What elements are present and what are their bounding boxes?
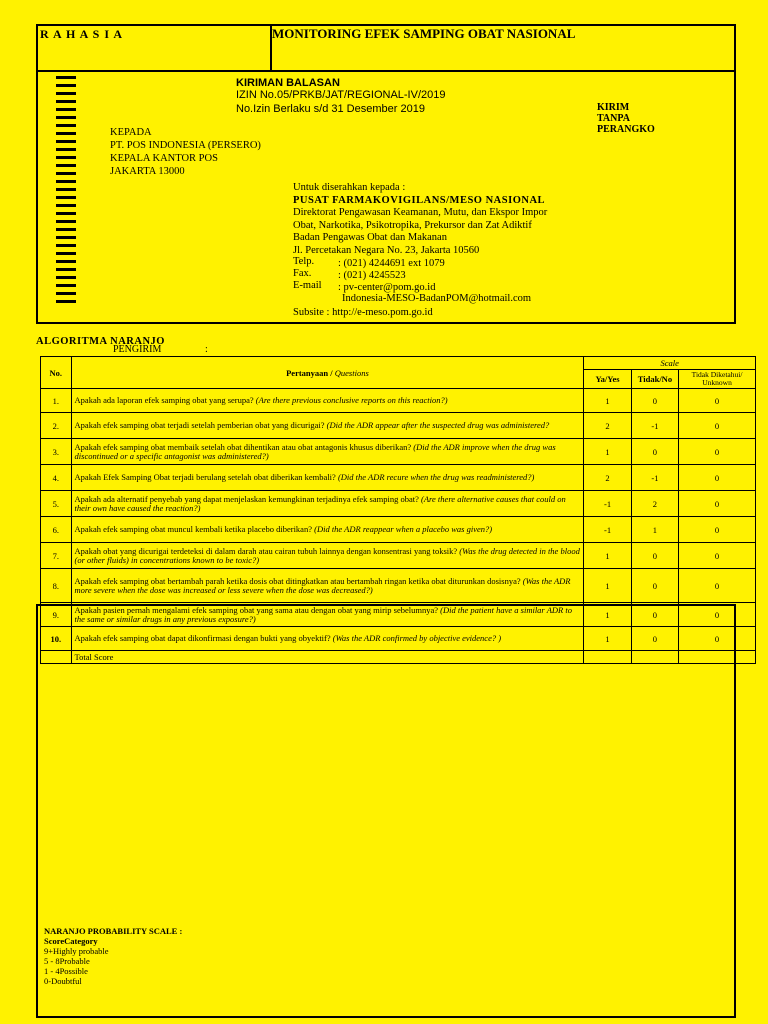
scale-header: ScoreCategory xyxy=(44,936,98,946)
scale-item: 5 - 8Probable xyxy=(44,956,90,966)
col-scale: Scale xyxy=(584,357,756,370)
recipient-block: Untuk diserahkan kepada : PUSAT FARMAKOVIGILANS/MESO NASIONAL Direktorat Pengawasan Keamanan, Mutu, dan Ekspor Impor Obat, Narkotika, Psikotropika, Prekursor dan Zat Adiktif Badan Pengawas Obat dan Makanan Jl. Percetakan Negara No. 23, Jakarta 10560 xyxy=(293,182,548,256)
telp-label: Telp. xyxy=(293,256,315,267)
subsite-link[interactable]: Subsite : http://e-meso.pom.go.id xyxy=(293,307,433,318)
form-title: MONITORING EFEK SAMPING OBAT NASIONAL xyxy=(272,26,576,41)
confidential-label: R A H A S I A xyxy=(40,27,124,41)
col-unknown: Tidak Diketahui/ Unknown xyxy=(679,370,756,389)
scale-item: 1 - 4Possible xyxy=(44,966,88,976)
col-question: Pertanyaan / Questions xyxy=(71,357,584,389)
table-row: 2. Apakah efek samping obat terjadi setelah pemberian obat yang dicurigai? (Did the ADR appear after the suspected drug was administered? 2 -1 0 xyxy=(41,413,756,439)
table-row: 1. Apakah ada laporan efek samping obat yang serupa? (Are there previous conclusive reports on this reaction?) 1 0 0 xyxy=(41,389,756,413)
algo-title: ALGORITMA NARANJO xyxy=(36,336,165,347)
table-row: 9. Apakah pasien pernah mengalami efek samping obat yang sama atau dengan obat yang mirip sebelumnya? (Did the patient have a similar ADR to the same or similar drugs in any previous exposure?) 1 0 0 xyxy=(41,603,756,627)
fax-label: Fax. xyxy=(293,268,312,279)
table-row: 4. Apakah Efek Samping Obat terjadi berulang setelah obat diberikan kembali? (Did the ADR recure when the drug was readministered?) 2 -1 0 xyxy=(41,465,756,491)
scale-item: 0-Doubtful xyxy=(44,976,82,986)
naranjo-table xyxy=(40,356,756,664)
table-row: 3. Apakah efek samping obat membaik setelah obat dihentikan atau obat antagonis khusus diberikan? (Did the ADR improve when the drug was discontinued or a specific antagonist was administered?) 1 0 0 xyxy=(41,439,756,465)
col-no-answer: Tidak/No xyxy=(631,370,678,389)
total-row xyxy=(41,651,756,664)
postal-address: KEPADA PT. POS INDONESIA (PERSERO) KEPALA KANTOR POS JAKARTA 13000 xyxy=(110,127,261,177)
probability-scale xyxy=(44,926,182,986)
scale-title: NARANJO PROBABILITY SCALE : xyxy=(44,926,183,936)
email-value-2[interactable]: Indonesia-MESO-BadanPOM@hotmail.com xyxy=(342,293,532,304)
table-row: 8. Apakah efek samping obat bertambah parah ketika dosis obat ditingkatkan atau bertambah ringan ketika obat diturunkan dosisnya? (Was the ADR more severe when the dose was increased or less severe when the dose was decreased?) 1 0 0 xyxy=(41,569,756,603)
recipient-org: PUSAT FARMAKOVIGILANS/MESO NASIONAL xyxy=(293,194,546,206)
total-no-cell[interactable] xyxy=(631,651,678,664)
fax-value: : (021) 4245523 xyxy=(338,270,406,281)
reply-title: KIRIMAN BALASAN xyxy=(236,77,340,89)
col-no: No. xyxy=(41,357,72,389)
email-label: E-mail xyxy=(293,280,322,291)
table-row: 7. Apakah obat yang dicurigai terdeteksi di dalam darah atau cairan tubuh lainnya dengan konsentrasi yang toksik? (Was the drug detected in the blood (or other fluids) in concentrations known to be toxic?) 1 0 0 xyxy=(41,543,756,569)
table-row: 10. Apakah efek samping obat dapat dikonfirmasi dengan bukti yang obyektif? (Was the ADR confirmed by objective evidence? ) 1 0 0 xyxy=(41,627,756,651)
total-label: Total Score xyxy=(71,651,584,664)
total-unknown-cell[interactable] xyxy=(679,651,756,664)
scale-item: 9+Highly probable xyxy=(44,946,109,956)
email-value-1[interactable]: : pv-center@pom.go.id xyxy=(338,282,436,293)
sender-colon: : xyxy=(205,344,208,355)
table-row: 5. Apakah ada alternatif penyebab yang dapat menjelaskan kemungkinan terjadinya efek samping obat? (Are there alternative causes that could on their own have caused the reaction?) -1 2 0 xyxy=(41,491,756,517)
telp-value: : (021) 4244691 ext 1079 xyxy=(338,258,445,269)
sender-label: PENGIRIM xyxy=(113,344,162,355)
total-yes-cell[interactable] xyxy=(584,651,631,664)
permit-validity: No.Izin Berlaku s/d 31 Desember 2019 xyxy=(236,103,425,115)
permit-number: IZIN No.05/PRKB/JAT/REGIONAL-IV/2019 xyxy=(236,89,446,101)
col-yes: Ya/Yes xyxy=(584,370,631,389)
no-stamp-label: KIRIM TANPA PERANGKO xyxy=(597,102,655,135)
table-row: 6. Apakah efek samping obat muncul kembali ketika placebo diberikan? (Did the ADR reappear when a placebo was given?) -1 1 0 xyxy=(41,517,756,543)
